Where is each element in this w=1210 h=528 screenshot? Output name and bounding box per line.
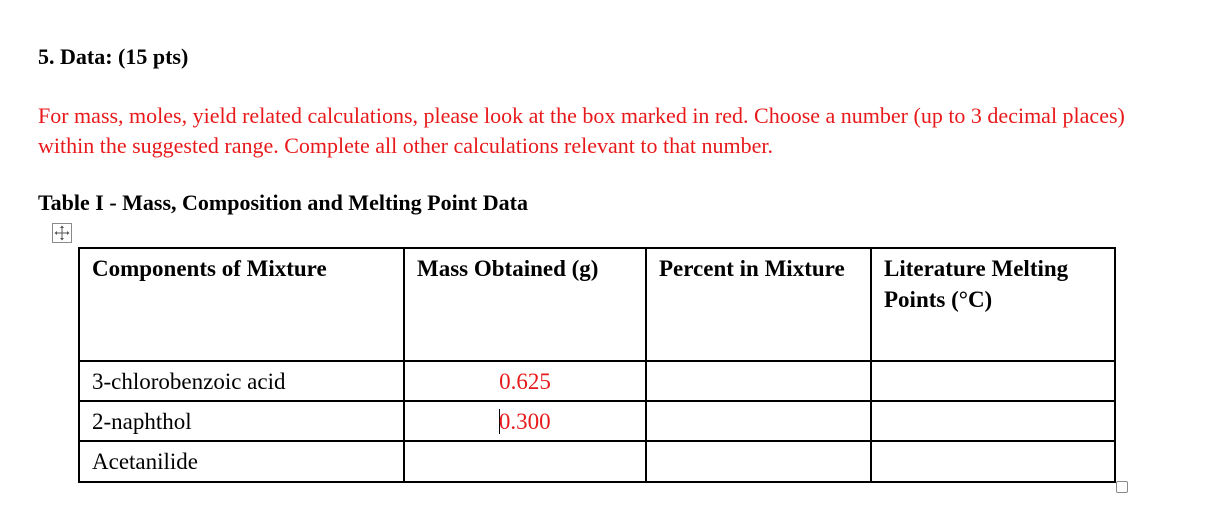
mass-cell[interactable]: 0.625 <box>404 361 646 401</box>
header-mass[interactable]: Mass Obtained (g) <box>404 248 646 361</box>
data-table <box>78 247 1116 483</box>
component-cell[interactable]: Acetanilide <box>79 441 404 482</box>
melting-point-cell[interactable] <box>871 361 1115 401</box>
melting-point-cell[interactable] <box>871 401 1115 441</box>
mass-value: 0.300 <box>498 409 551 434</box>
melting-point-cell[interactable] <box>871 441 1115 482</box>
component-cell[interactable]: 3-chlorobenzoic acid <box>79 361 404 401</box>
table-title: Table I - Mass, Composition and Melting Point Data <box>38 190 528 215</box>
mass-cell-active[interactable] <box>404 401 646 441</box>
header-percent[interactable]: Percent in Mixture <box>646 248 871 361</box>
percent-cell[interactable] <box>646 441 871 482</box>
section-heading: 5. Data: (15 pts) <box>38 44 189 69</box>
table-row <box>79 441 1115 482</box>
instructions-text: For mass, moles, yield related calculations, please look at the box marked in red. Choose a number (up to 3 decimal places) within the suggested range. Complete all other calculations relevant to that number. <box>38 103 1125 158</box>
mass-cell[interactable] <box>404 441 646 482</box>
table-row <box>79 361 1115 401</box>
component-cell[interactable]: 2-naphthol <box>79 401 404 441</box>
header-components[interactable]: Components of Mixture <box>79 248 404 361</box>
percent-cell[interactable] <box>646 401 871 441</box>
header-melting-points[interactable]: Literature Melting Points (°C) <box>871 248 1115 361</box>
resize-handle-icon[interactable] <box>1116 481 1128 493</box>
table-header-row <box>79 248 1115 361</box>
table-row <box>79 401 1115 441</box>
percent-cell[interactable] <box>646 361 871 401</box>
move-icon[interactable] <box>52 223 72 243</box>
